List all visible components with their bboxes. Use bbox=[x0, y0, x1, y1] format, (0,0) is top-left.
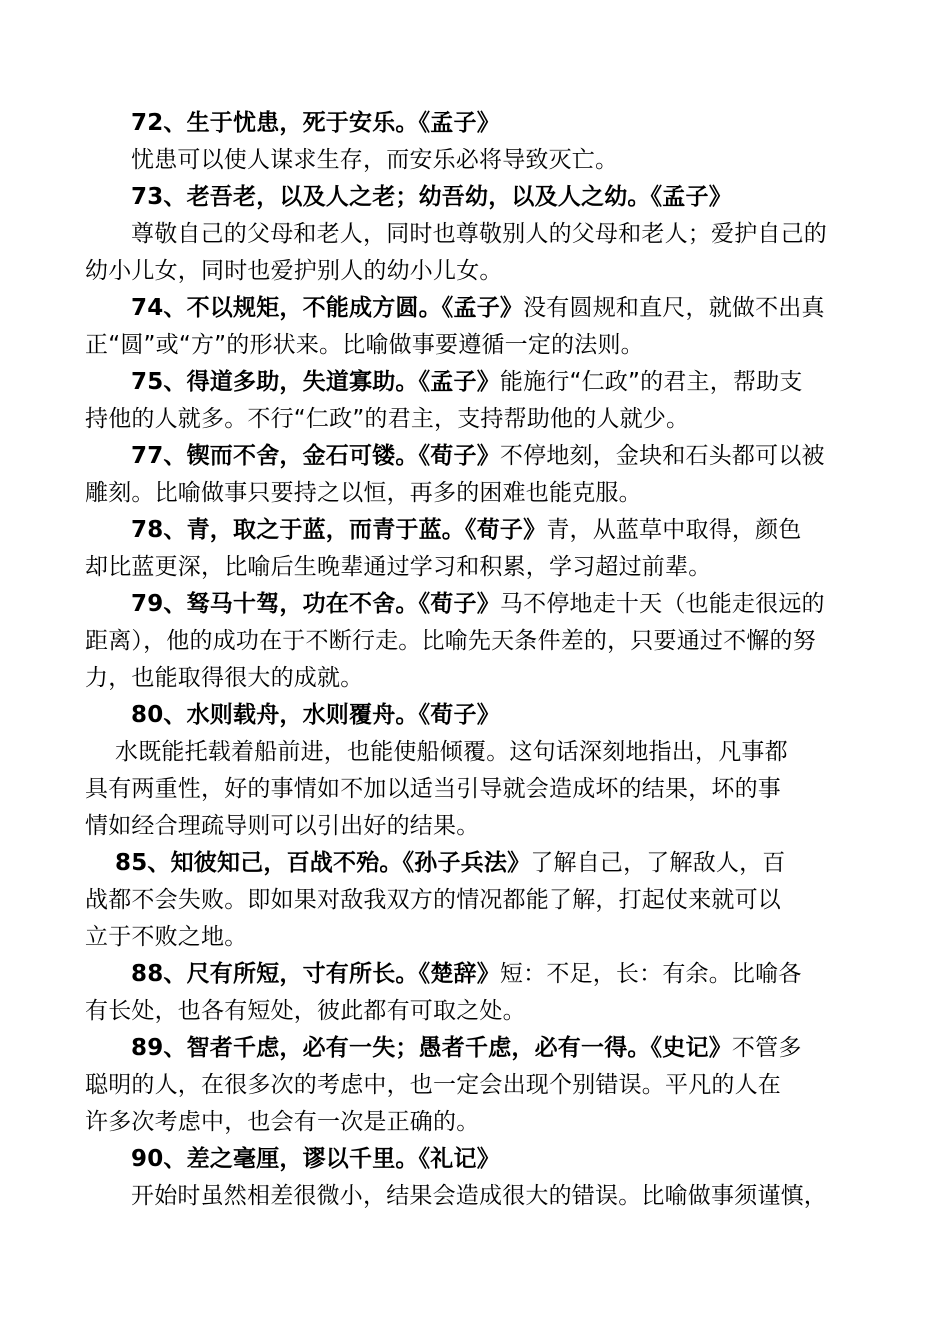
entry-78-line2: 却比蓝更深，比喻后生晚辈通过学习和积累，学习超过前辈。 bbox=[85, 554, 712, 580]
entry-89-line2: 聪明的人，在很多次的考虑中，也一定会出现个别错误。平凡的人在 bbox=[85, 1072, 781, 1098]
entry-85-line2: 战都不会失败。即如果对敌我双方的情况都能了解，打起仗来就可以 bbox=[85, 887, 781, 913]
entry-75-text: 能施行“仁政”的君主，帮助支 bbox=[499, 369, 803, 395]
entry-88-line2: 有长处，也各有短处，彼此都有可取之处。 bbox=[85, 998, 526, 1024]
entry-85-line1 bbox=[115, 847, 875, 879]
entry-72-text: 忧患可以使人谋求生存，而安乐必将导致灭亡。 bbox=[131, 147, 619, 173]
entry-72-heading: 72、生于忧患，死于安乐。《孟子》 bbox=[131, 110, 500, 136]
entry-77-text: 不停地刻，金块和石头都可以被 bbox=[499, 443, 825, 469]
entry-75-line2: 持他的人就多。不行“仁政”的君主，支持帮助他的人就少。 bbox=[85, 406, 690, 432]
entry-80-text-line3: 情如经合理疏导则可以引出好的结果。 bbox=[85, 813, 480, 839]
entry-73-heading: 73、老吾老，以及人之老；幼吾幼，以及人之幼。《孟子》 bbox=[131, 184, 732, 210]
entry-90-text: 开始时虽然相差很微小，结果会造成很大的错误。比喻做事须谨慎， bbox=[131, 1183, 827, 1209]
entry-79-line2: 距离），他的成功在于不断行走。比喻先天条件差的，只要通过不懈的努 bbox=[85, 628, 816, 654]
entry-80-heading: 80、水则载舟，水则覆舟。《荀子》 bbox=[131, 702, 500, 728]
entry-74-line1 bbox=[131, 292, 875, 324]
entry-77-heading: 77、锲而不舍，金石可镂。《荀子》 bbox=[131, 443, 500, 469]
entry-90-heading: 90、差之毫厘，谬以千里。《礼记》 bbox=[131, 1146, 500, 1172]
entry-74-text: 没有圆规和直尺，就做不出真 bbox=[523, 295, 825, 321]
entry-80-text-line1: 水既能托载着船前进，也能使船倾覆。这句话深刻地指出，凡事都 bbox=[115, 739, 788, 765]
entry-75-heading: 75、得道多助，失道寡助。《孟子》 bbox=[131, 369, 500, 395]
entry-80-text-line2: 具有两重性，好的事情如不加以适当引导就会造成坏的结果，坏的事 bbox=[85, 776, 781, 802]
entry-89-text: 不管多 bbox=[731, 1035, 802, 1061]
entry-78-line1 bbox=[131, 514, 875, 546]
entry-79-line1 bbox=[131, 588, 875, 620]
entry-88-line1 bbox=[131, 958, 875, 990]
entry-73-text-line2: 幼小儿女，同时也爱护别人的幼小儿女。 bbox=[85, 258, 503, 284]
entry-79-heading: 79、驽马十驾，功在不舍。《荀子》 bbox=[131, 591, 500, 617]
entry-88-text: 短：不足，长：有余。比喻各 bbox=[499, 961, 802, 987]
entry-79-line3: 力，也能取得很大的成就。 bbox=[85, 665, 364, 691]
entry-74-heading: 74、不以规矩，不能成方圆。《孟子》 bbox=[131, 295, 524, 321]
entry-89-heading: 89、智者千虑，必有一失；愚者千虑，必有一得。《史记》 bbox=[131, 1035, 732, 1061]
entry-79-text: 马不停地走十天（也能走很远的 bbox=[499, 591, 825, 617]
entry-77-line2: 雕刻。比喻做事只要持之以恒，再多的困难也能克服。 bbox=[85, 480, 642, 506]
entry-73-text-line1: 尊敬自己的父母和老人，同时也尊敬别人的父母和老人；爱护自己的 bbox=[131, 221, 827, 247]
entry-85-text: 了解自己，了解敌人，百 bbox=[530, 850, 786, 876]
entry-78-heading: 78、青，取之于蓝，而青于蓝。《荀子》 bbox=[131, 517, 547, 543]
entry-77-line1 bbox=[131, 440, 875, 472]
entry-74-line2: 正“圆”或“方”的形状来。比喻做事要遵循一定的法则。 bbox=[85, 332, 644, 358]
entry-85-heading: 85、知彼知己，百战不殆。《孙子兵法》 bbox=[115, 850, 531, 876]
entry-75-line1 bbox=[131, 366, 875, 398]
entry-85-line3: 立于不败之地。 bbox=[85, 924, 248, 950]
entry-89-line1 bbox=[131, 1032, 875, 1064]
entry-89-line3: 许多次考虑中，也会有一次是正确的。 bbox=[85, 1109, 480, 1135]
entry-78-text: 青，从蓝草中取得，颜色 bbox=[546, 517, 802, 543]
entry-88-heading: 88、尺有所短，寸有所长。《楚辞》 bbox=[131, 961, 500, 987]
